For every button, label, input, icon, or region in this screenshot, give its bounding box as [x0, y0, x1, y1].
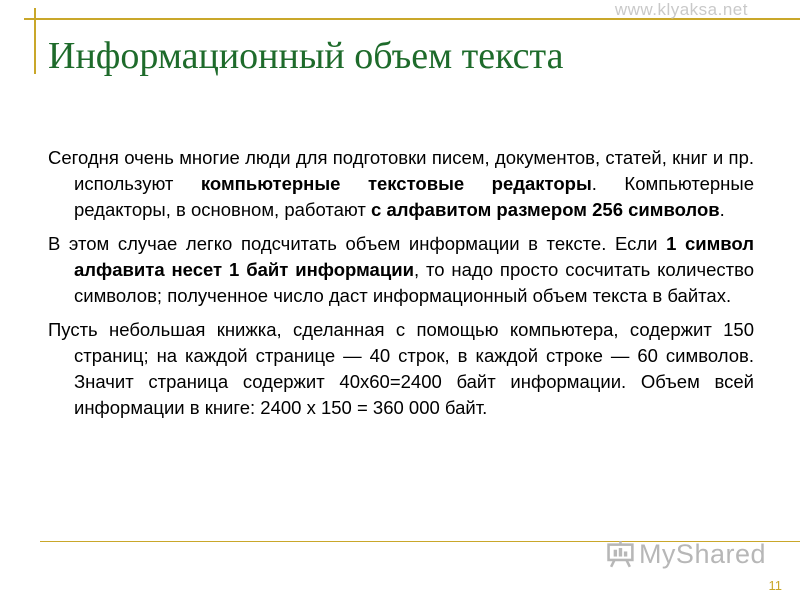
- presentation-board-icon: [606, 537, 635, 571]
- paragraph-3: [48, 317, 754, 421]
- text-run: . Компьютерные редакторы, в основном, работают: [74, 173, 754, 220]
- page-number: 11: [768, 578, 782, 593]
- myshared-logo: [606, 534, 766, 574]
- slide-title: Информационный объем текста: [48, 35, 564, 77]
- logo-text: MyShared: [638, 538, 766, 569]
- slide-body: [48, 145, 754, 429]
- text-run: Пусть небольшая книжка, сделанная с помощью компьютера, содержит 150 страниц; на каждой странице — 40 строк, в каждой строке — 60 символов. Значит страница содержит 40х60=2400 байт информации. Объем всей информации в книге: 2400 х 150 = 360 000 байт.: [48, 319, 754, 418]
- text-run: , то надо просто сосчитать количество символов; полученное число даст информационный объем текста в байтах.: [74, 259, 755, 306]
- left-accent-line: [34, 8, 36, 74]
- text-run: Сегодня очень многие люди для подготовки писем, документов, статей, книг и пр. используют: [48, 147, 754, 194]
- text-run: В этом случае легко подсчитать объем информации в тексте. Если: [48, 233, 667, 254]
- bold-text-run: 1 символ алфавита несет 1 байт информации: [74, 233, 755, 280]
- paragraph-1: [48, 145, 754, 223]
- bold-text-run: с алфавитом размером 256 символов: [371, 199, 720, 220]
- paragraph-2: [48, 231, 754, 309]
- text-run: .: [719, 199, 725, 220]
- site-watermark: www.klyaksa.net: [614, 0, 748, 19]
- bold-text-run: компьютерные текстовые редакторы: [200, 173, 592, 194]
